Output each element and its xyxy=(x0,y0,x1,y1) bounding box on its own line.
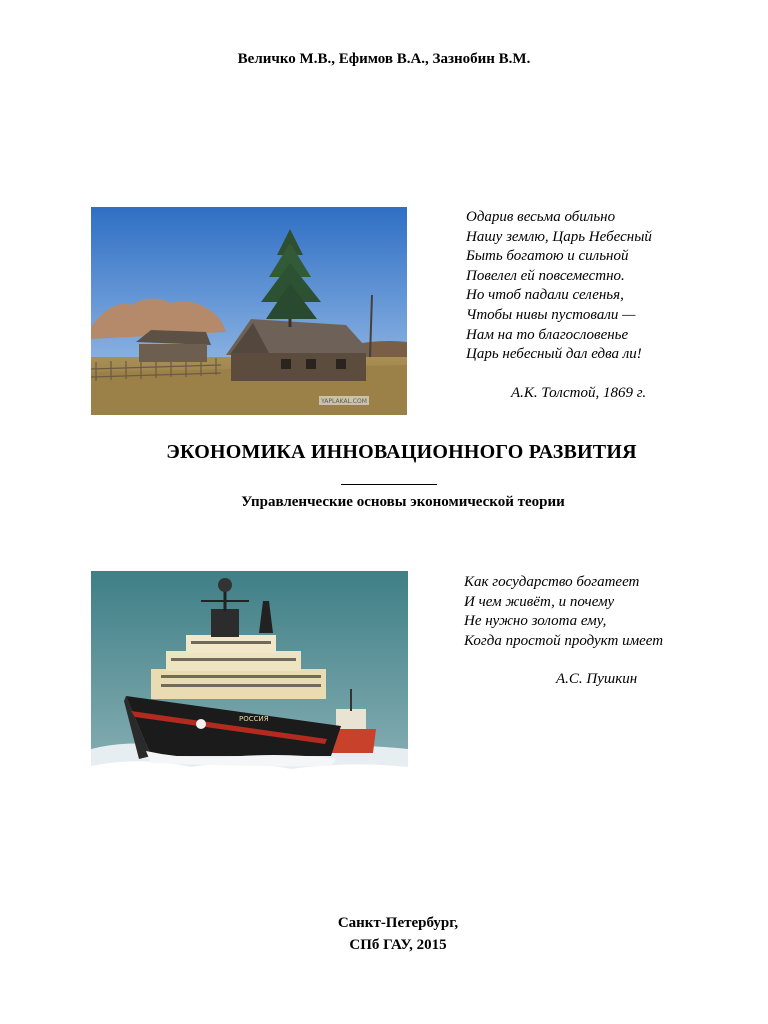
poem-line: Чтобы нивы пустовали — xyxy=(466,306,636,323)
book-title: ЭКОНОМИКА ИННОВАЦИОННОГО РАЗВИТИЯ xyxy=(166,441,637,463)
poem-line: Быть богатою и сильной xyxy=(466,248,629,265)
poem-line: Царь небесный дал едва ли! xyxy=(466,346,642,363)
poem-line: Нам на то благословенье xyxy=(466,326,629,343)
poem-line: Не нужно золота ему, xyxy=(464,613,607,630)
poem-line: Как государство богатеет xyxy=(464,574,640,590)
poem-line: Повелел ей повсеместно. xyxy=(466,267,625,284)
village-photo-drawing xyxy=(91,207,407,415)
poem-line: Одарив весьма обильно xyxy=(466,209,616,225)
imprint xyxy=(0,912,768,956)
poem-line: Нашу землю, Царь Небесный xyxy=(466,228,652,245)
icebreaker-photo xyxy=(91,571,408,797)
poem-line: И чем живёт, и почему xyxy=(464,593,615,610)
poem-pushkin-attribution: А.С. Пушкин xyxy=(556,671,638,687)
village-photo xyxy=(91,207,407,415)
ship-name-text: РОССИЯ xyxy=(239,715,269,723)
watermark-text: YAPLAKAL.COM xyxy=(321,398,367,405)
book-subtitle: Управленческие основы экономической теории xyxy=(241,494,565,510)
imprint-publisher-year: СПб ГАУ, 2015 xyxy=(349,937,447,953)
icebreaker-photo-drawing xyxy=(91,571,408,797)
poem-tolstoy-attribution: А.К. Толстой, 1869 г. xyxy=(511,385,647,401)
imprint-city: Санкт-Петербург, xyxy=(337,915,459,931)
poem-tolstoy xyxy=(466,208,652,365)
title-divider xyxy=(341,484,437,485)
poem-line: Когда простой продукт имеет xyxy=(464,632,664,649)
authors-line: Величко М.В., Ефимов В.А., Зазнобин В.М. xyxy=(237,51,531,67)
poem-pushkin xyxy=(464,573,663,651)
poem-line: Но чтоб падали селенья, xyxy=(466,287,624,304)
